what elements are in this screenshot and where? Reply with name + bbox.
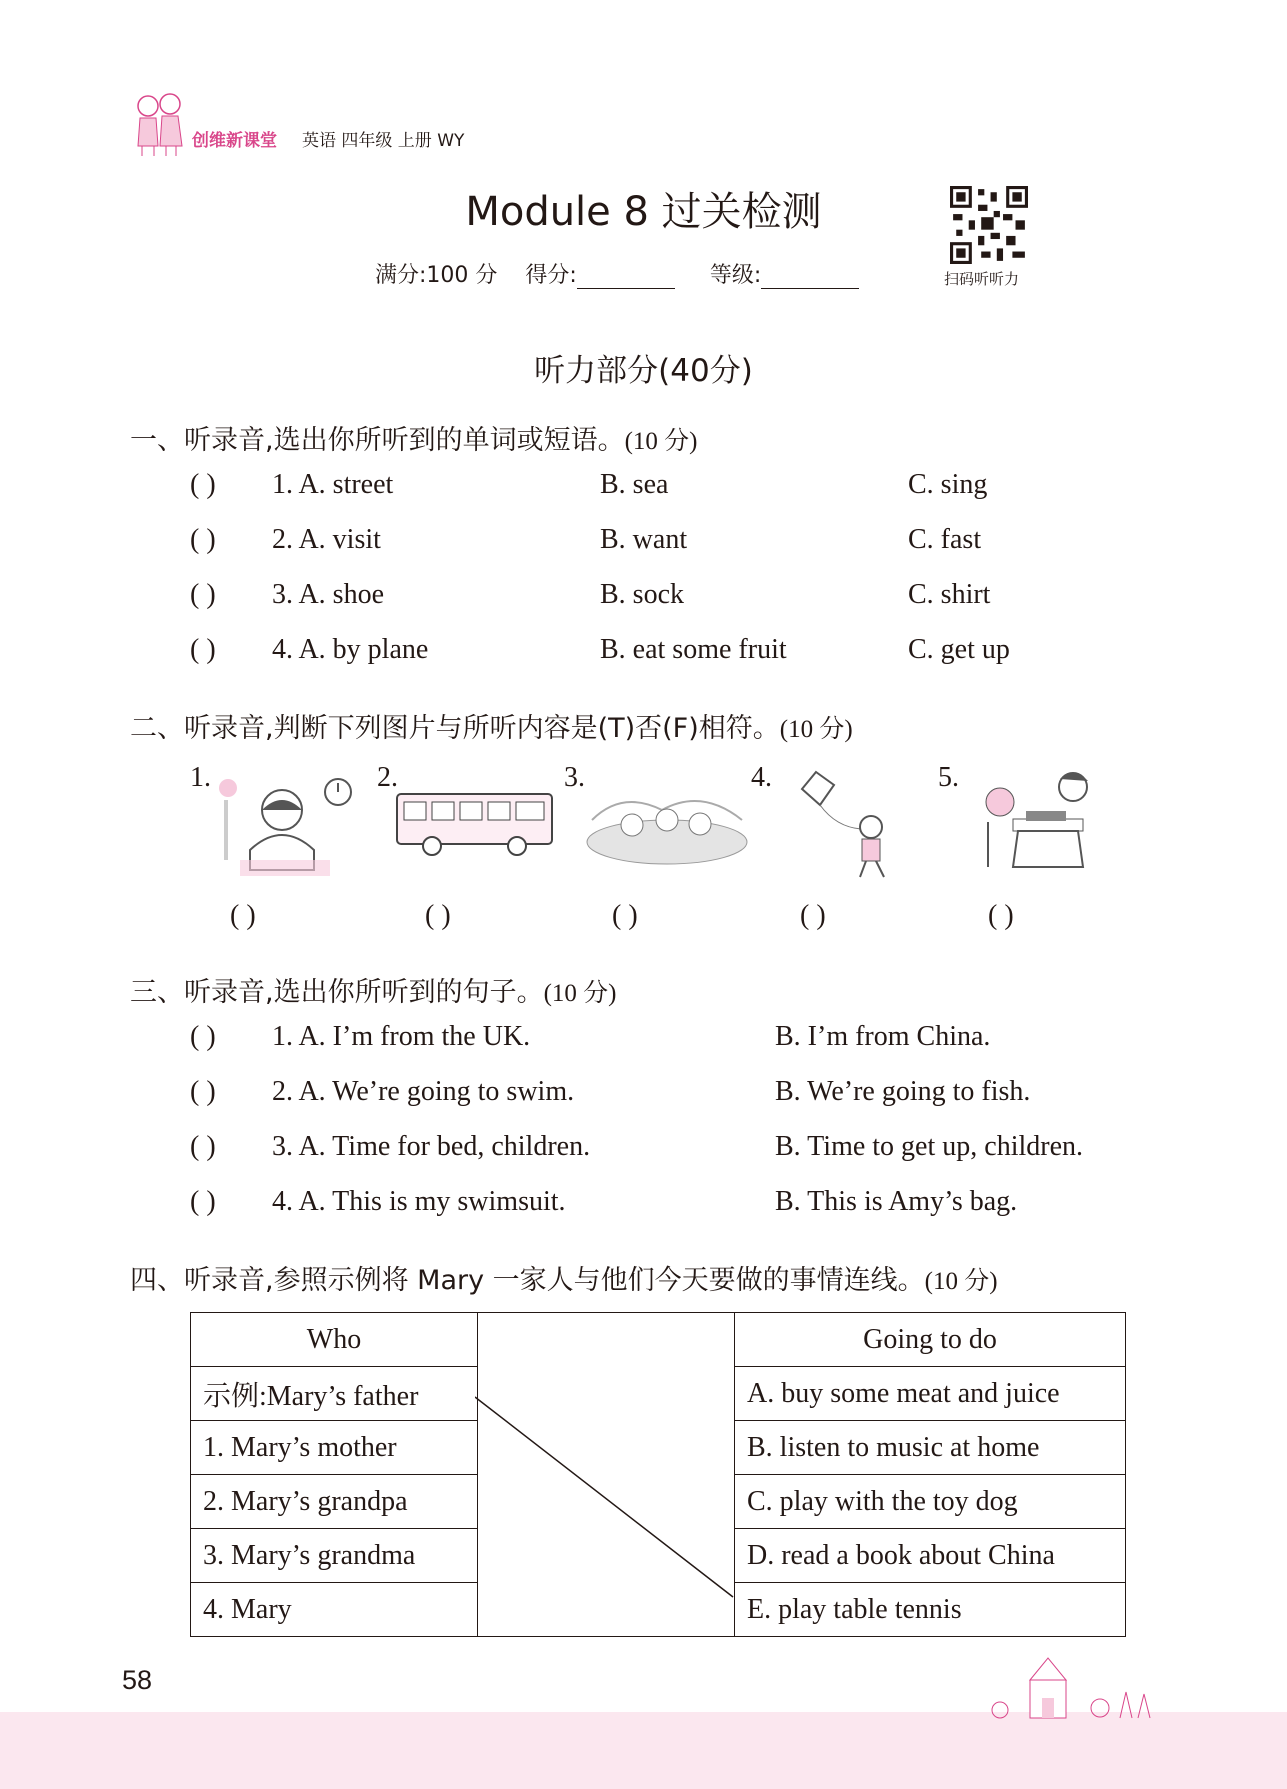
option-c: C. get up (908, 634, 1010, 665)
picture-5 (938, 762, 1098, 882)
option-a: 2. A. visit (272, 524, 381, 555)
todo-a[interactable]: A. buy some meat and juice (735, 1367, 1126, 1421)
grade-blank[interactable] (761, 266, 859, 289)
who-header: Who (191, 1313, 478, 1367)
picture-number: 4. (751, 762, 772, 793)
option-a: 1. A. street (272, 469, 394, 500)
todo-d[interactable]: D. read a book about China (735, 1529, 1126, 1583)
page-title: Module 8 过关检测 (465, 189, 822, 235)
picture-3 (564, 762, 724, 882)
section1-points: (10 分) (624, 428, 698, 455)
answer-blank[interactable]: ( ) (190, 1076, 216, 1107)
picture-3-answer[interactable]: ( ) (612, 900, 638, 931)
page-header (130, 88, 550, 158)
picture-1 (190, 762, 350, 882)
brand-name: 创维新课堂 (192, 131, 277, 151)
answer-blank[interactable]: ( ) (190, 524, 216, 555)
picture-2-answer[interactable]: ( ) (425, 900, 451, 931)
option-b: B. want (600, 524, 688, 555)
section3-points: (10 分) (543, 980, 617, 1007)
part-title: 听力部分(40分) (534, 353, 753, 389)
qr-label: 扫码听听力 (944, 270, 1020, 288)
who-1[interactable]: 1. Mary’s mother (191, 1421, 478, 1475)
todo-header: Going to do (735, 1313, 1126, 1367)
option-a: 4. A. by plane (272, 634, 429, 665)
option-a: 2. A. We’re going to swim. (272, 1076, 575, 1107)
picture-5-answer[interactable]: ( ) (988, 900, 1014, 931)
section3-title (130, 970, 617, 1009)
picture-2 (377, 762, 537, 882)
section1-instruction: 一、听录音,选出你所听到的单词或短语。 (130, 425, 625, 456)
picture-4 (751, 762, 911, 882)
section3-instruction: 三、听录音,选出你所听到的句子。 (130, 977, 544, 1008)
option-b: B. This is Amy’s bag. (775, 1186, 1018, 1217)
who-2[interactable]: 2. Mary’s grandpa (191, 1475, 478, 1529)
answer-blank[interactable]: ( ) (190, 1021, 216, 1052)
option-c: C. fast (908, 524, 982, 555)
option-c: C. sing (908, 469, 988, 500)
score-label: 得分: (525, 263, 577, 288)
section4-points: (10 分) (924, 1268, 998, 1295)
qr-code-icon[interactable] (950, 186, 1028, 264)
option-a: 3. A. shoe (272, 579, 384, 610)
swimming-illustration-icon (582, 780, 752, 870)
todo-b[interactable]: B. listen to music at home (735, 1421, 1126, 1475)
waking-up-illustration-icon (210, 770, 360, 880)
example-connection-line (475, 1392, 735, 1602)
who-4[interactable]: 4. Mary (191, 1583, 478, 1637)
option-b: B. Time to get up, children. (775, 1131, 1083, 1162)
castle-decoration-icon (960, 1650, 1180, 1720)
option-a: 1. A. I’m from the UK. (272, 1021, 531, 1052)
chess-playing-illustration-icon (978, 767, 1108, 882)
option-b: B. sea (600, 469, 669, 500)
option-b: B. eat some fruit (600, 634, 787, 665)
section4-title (130, 1258, 998, 1297)
todo-e[interactable]: E. play table tennis (735, 1583, 1126, 1637)
section4-instruction: 四、听录音,参照示例将 Mary 一家人与他们今天要做的事情连线。 (130, 1265, 925, 1296)
page-number: 58 (122, 1665, 153, 1695)
picture-number: 1. (190, 762, 211, 793)
who-3[interactable]: 3. Mary’s grandma (191, 1529, 478, 1583)
answer-blank[interactable]: ( ) (190, 469, 216, 500)
kids-logo-icon (130, 88, 192, 158)
kite-flying-illustration-icon (776, 767, 916, 882)
picture-number: 2. (377, 762, 398, 793)
option-c: C. shirt (908, 579, 991, 610)
section2-instruction: 二、听录音,判断下列图片与所听内容是(T)否(F)相符。 (130, 713, 780, 744)
picture-4-answer[interactable]: ( ) (800, 900, 826, 931)
option-b: B. We’re going to fish. (775, 1076, 1031, 1107)
picture-1-answer[interactable]: ( ) (230, 900, 256, 931)
score-line (375, 258, 887, 289)
section2-points: (10 分) (779, 716, 853, 743)
option-b: B. sock (600, 579, 684, 610)
answer-blank[interactable]: ( ) (190, 579, 216, 610)
picture-number: 5. (938, 762, 959, 793)
full-score: 满分:100 分 (375, 263, 498, 288)
answer-blank[interactable]: ( ) (190, 634, 216, 665)
option-b: B. I’m from China. (775, 1021, 991, 1052)
option-a: 4. A. This is my swimsuit. (272, 1186, 566, 1217)
bus-illustration-icon (392, 784, 562, 864)
score-blank[interactable] (577, 266, 675, 289)
section1-title (130, 418, 698, 457)
todo-c[interactable]: C. play with the toy dog (735, 1475, 1126, 1529)
option-a: 3. A. Time for bed, children. (272, 1131, 591, 1162)
footer-band (0, 1712, 1287, 1789)
book-series: 英语 四年级 上册 WY (302, 131, 465, 151)
answer-blank[interactable]: ( ) (190, 1131, 216, 1162)
section2-title (130, 706, 853, 745)
grade-label: 等级: (709, 263, 762, 288)
who-example[interactable]: 示例:Mary’s father (191, 1367, 478, 1421)
picture-number: 3. (564, 762, 585, 793)
answer-blank[interactable]: ( ) (190, 1186, 216, 1217)
